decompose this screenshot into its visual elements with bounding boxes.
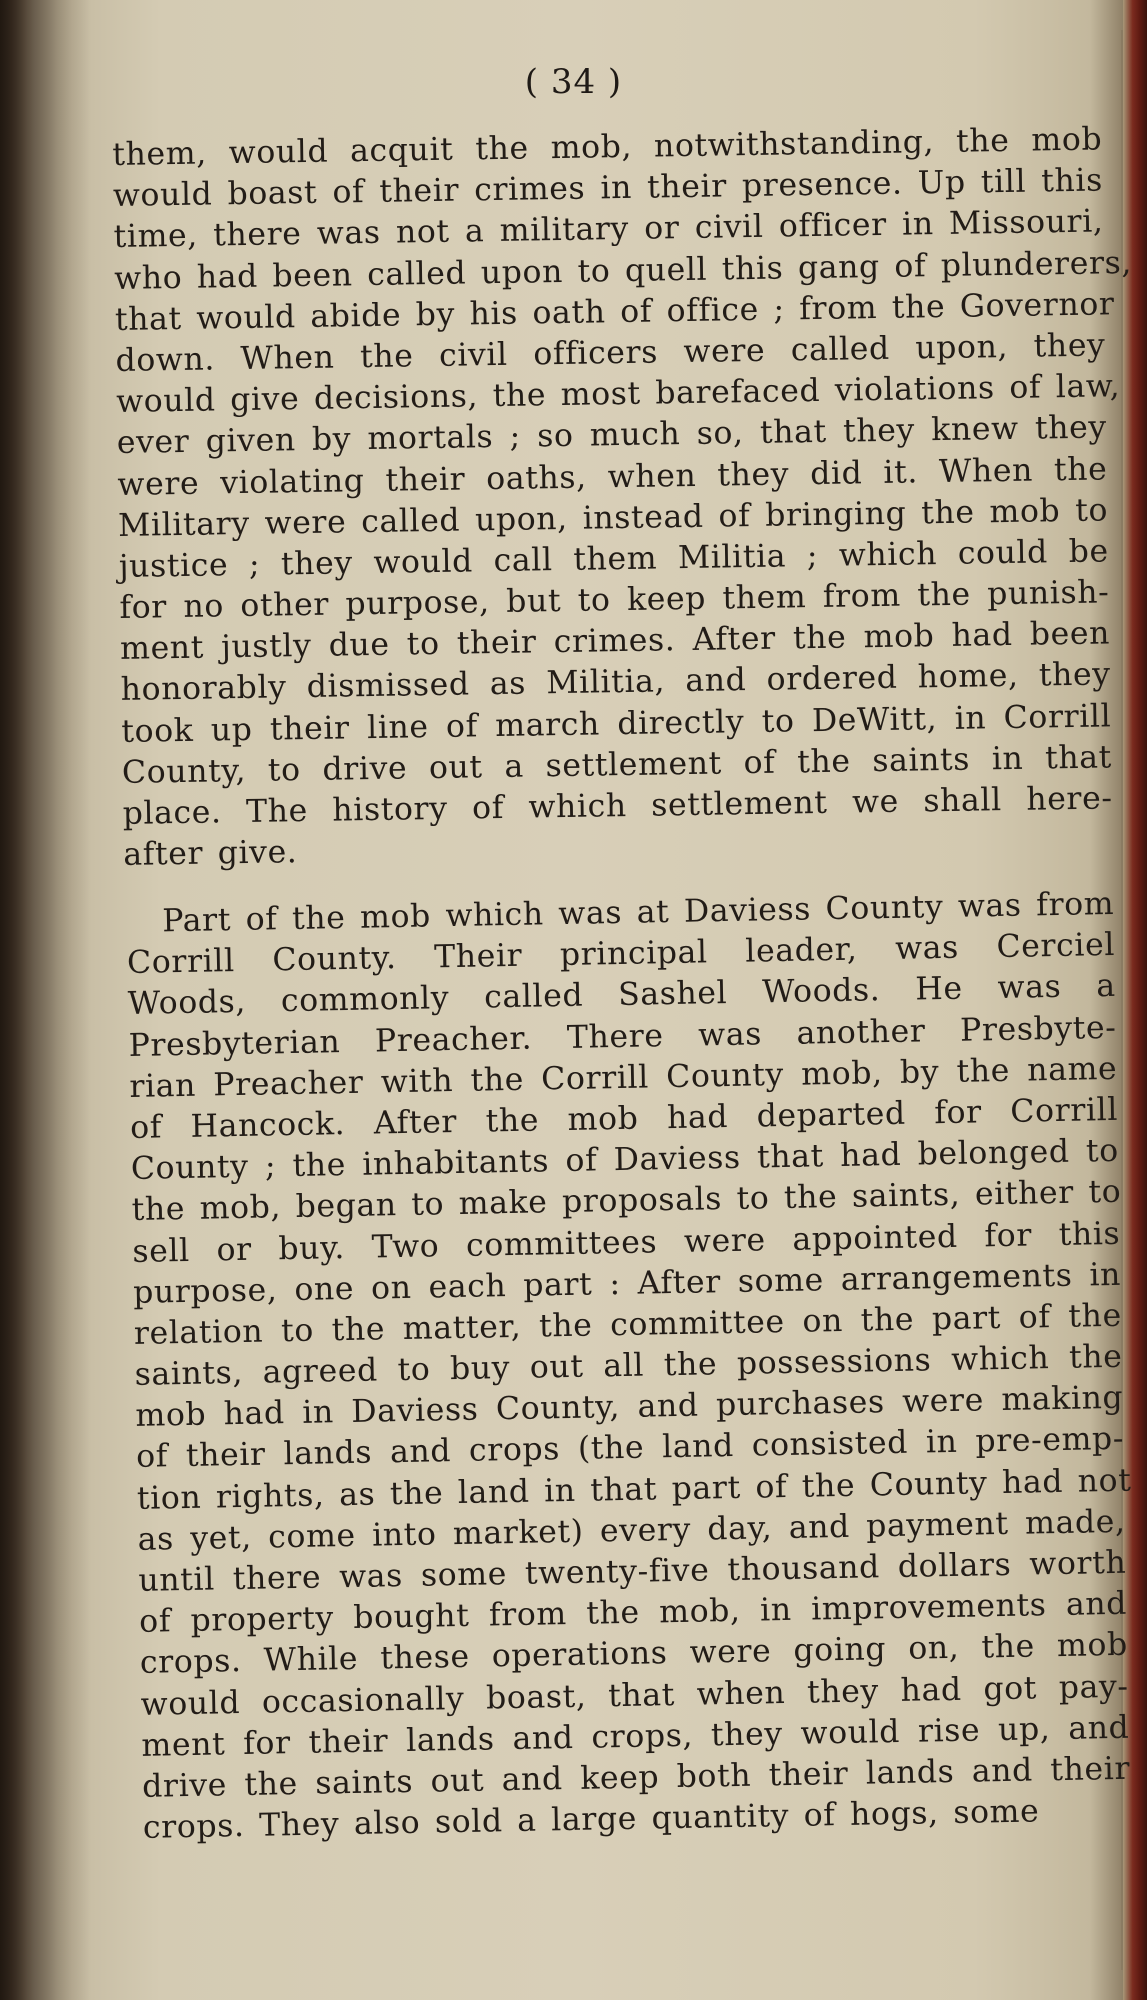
text-line: County, to drive out a settlement of the saints in that [121,739,1113,791]
text-line: justice ; they would call them Militia ; which could be [118,533,1109,585]
text-line: the mob, began to make proposals to the saints, either to [131,1174,1122,1229]
text-line: tion rights, as the land in that part of the County had not [136,1462,1132,1517]
text-line: sell or buy. Two committees were appointed for this [132,1215,1121,1270]
page-number: ( 34 ) [524,62,623,102]
text-line: that would abide by his oath of office ; from the Governor [114,286,1115,338]
text-line: them, would acquit the mob, notwithstanding, the mob [112,121,1103,173]
text-line: Woods, commonly called Sashel Woods. He was a [127,968,1117,1023]
text-line: down. When the civil officers were called upon, they [115,327,1106,379]
text-line: were violating their oaths, when they did it. When the [117,450,1108,503]
text-line: of their lands and crops (the land consisted in pre-emp- [135,1421,1125,1476]
text-line: of property bought from the mob, in improvements and [138,1585,1128,1641]
text-line: would boast of their crimes in their presence. Up till this [112,162,1104,215]
text-line: place. The history of which settlement we shall here- [122,780,1113,832]
text-line: for no other purpose, but to keep them from the punish- [119,574,1110,627]
text-line: time, there was not a military or civil officer in Missouri, [113,203,1104,256]
text-line: drive the saints out and keep both their lands and their [141,1750,1131,1805]
text-line: Military were called upon, instead of bringing the mob to [117,492,1109,544]
text-line: who had been called upon to quell this gang of plunderers, [113,244,1133,297]
text-line: ever given by mortals ; so much so, that they knew they [116,409,1108,462]
text-line: rian Preacher with the Corrill County mob, by the name [129,1050,1118,1105]
text-line: as yet, come into market) every day, and payment made, [137,1503,1126,1558]
text-line: crops. While these operations were going on, the mob [139,1627,1129,1682]
text-line: crops. They also sold a large quantity of hogs, some [142,1793,1040,1846]
paragraph-1 [112,119,1133,876]
text-line: Presbyterian Preacher. There was another Presbyte- [128,1009,1117,1064]
text-line: would occasionally boast, that when they had got pay- [140,1668,1129,1723]
text-line: saints, agreed to buy out all the possessions which the [134,1338,1123,1393]
text-line: mob had in Daviess County, and purchases were making [135,1380,1124,1435]
text-line: until there was some twenty-five thousand dollars worth [138,1544,1127,1599]
text-line: would give decisions, the most barefaced violations of law, [115,368,1121,421]
text-line: Part of the mob which was at Daviess County was from [162,885,1115,940]
text-line: honorably dismissed as Militia, and ordered home, they [120,656,1111,709]
text-line: ment for their lands and crops, they would rise up, and [141,1709,1130,1764]
text-line: after give. [123,834,298,874]
text-line: ment justly due to their crimes. After the mob had been [119,615,1111,668]
text-line: Corrill County. Their principal leader, was Cerciel [126,927,1116,982]
text-line: took up their line of march directly to DeWitt, in Corrill [121,698,1112,750]
text-line: County ; the inhabitants of Daviess that had belonged to [130,1132,1120,1188]
text-line: relation to the matter, the committee on the part of the [133,1297,1123,1352]
text-line: purpose, one on each part : After some arrangements in [132,1256,1122,1311]
paragraph-2 [126,884,1131,1849]
text-line: of Hancock. After the mob had departed for Corrill [129,1091,1119,1146]
